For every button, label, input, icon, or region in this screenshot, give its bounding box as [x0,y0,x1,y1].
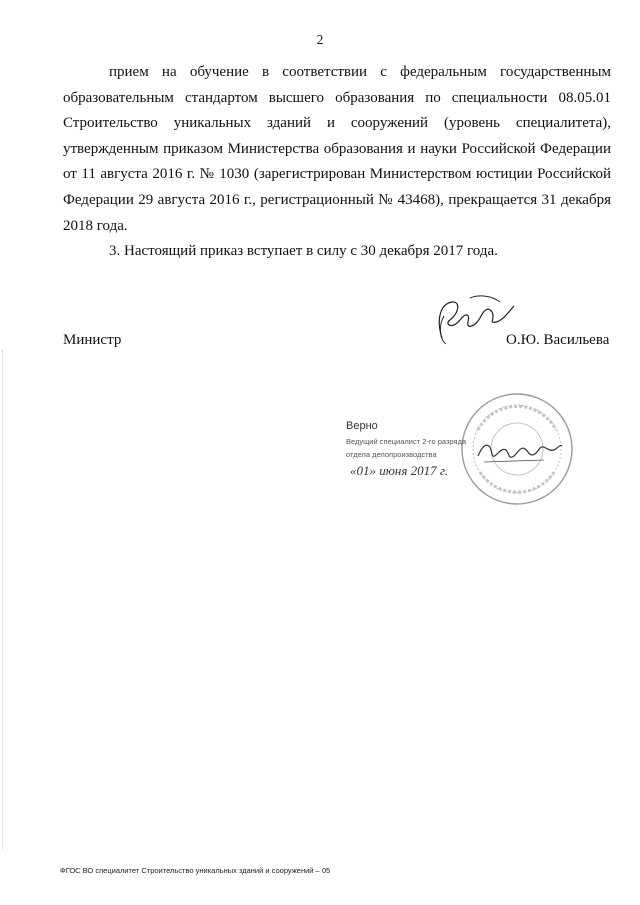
paragraph-item-3: 3. Настоящий приказ вступает в силу с 30 декабря 2017 года. [109,243,498,260]
document-footer: ФГОС ВО специалитет Строительство уникальных зданий и сооружений – 05 [60,866,331,875]
certification-signature [474,434,564,468]
signatory-position: Министр [63,332,122,348]
certification-department: отдела делопроизводства [346,450,437,459]
scan-edge-artifact [2,350,4,850]
certification-title: Верно [346,420,378,432]
signatory-name: О.Ю. Васильева [506,332,610,348]
paragraph-continuation: прием на обучение в соответствии с федеральным государственным образовательным стандартом высшего образования по специальности 08.05.01 Строительство уникальных зданий и сооружений (уровень специалитета), утвержденным приказом Министерства образования и науки Российской Федерации от 11 августа 2016 г. № 1030 (зарегистрирован Министерством юстиции Российской Федерации 29 августа 2016 г., регистрационный № 43468), прекращается 31 декабря 2018 года. [63,64,611,234]
certification-position: Ведущий специалист 2-го разряда [346,437,467,446]
certification-date: «01» июня 2017 г. [350,463,449,478]
body-text [63,60,611,265]
certification-stamp [346,390,586,520]
page-number: 2 [316,32,324,47]
